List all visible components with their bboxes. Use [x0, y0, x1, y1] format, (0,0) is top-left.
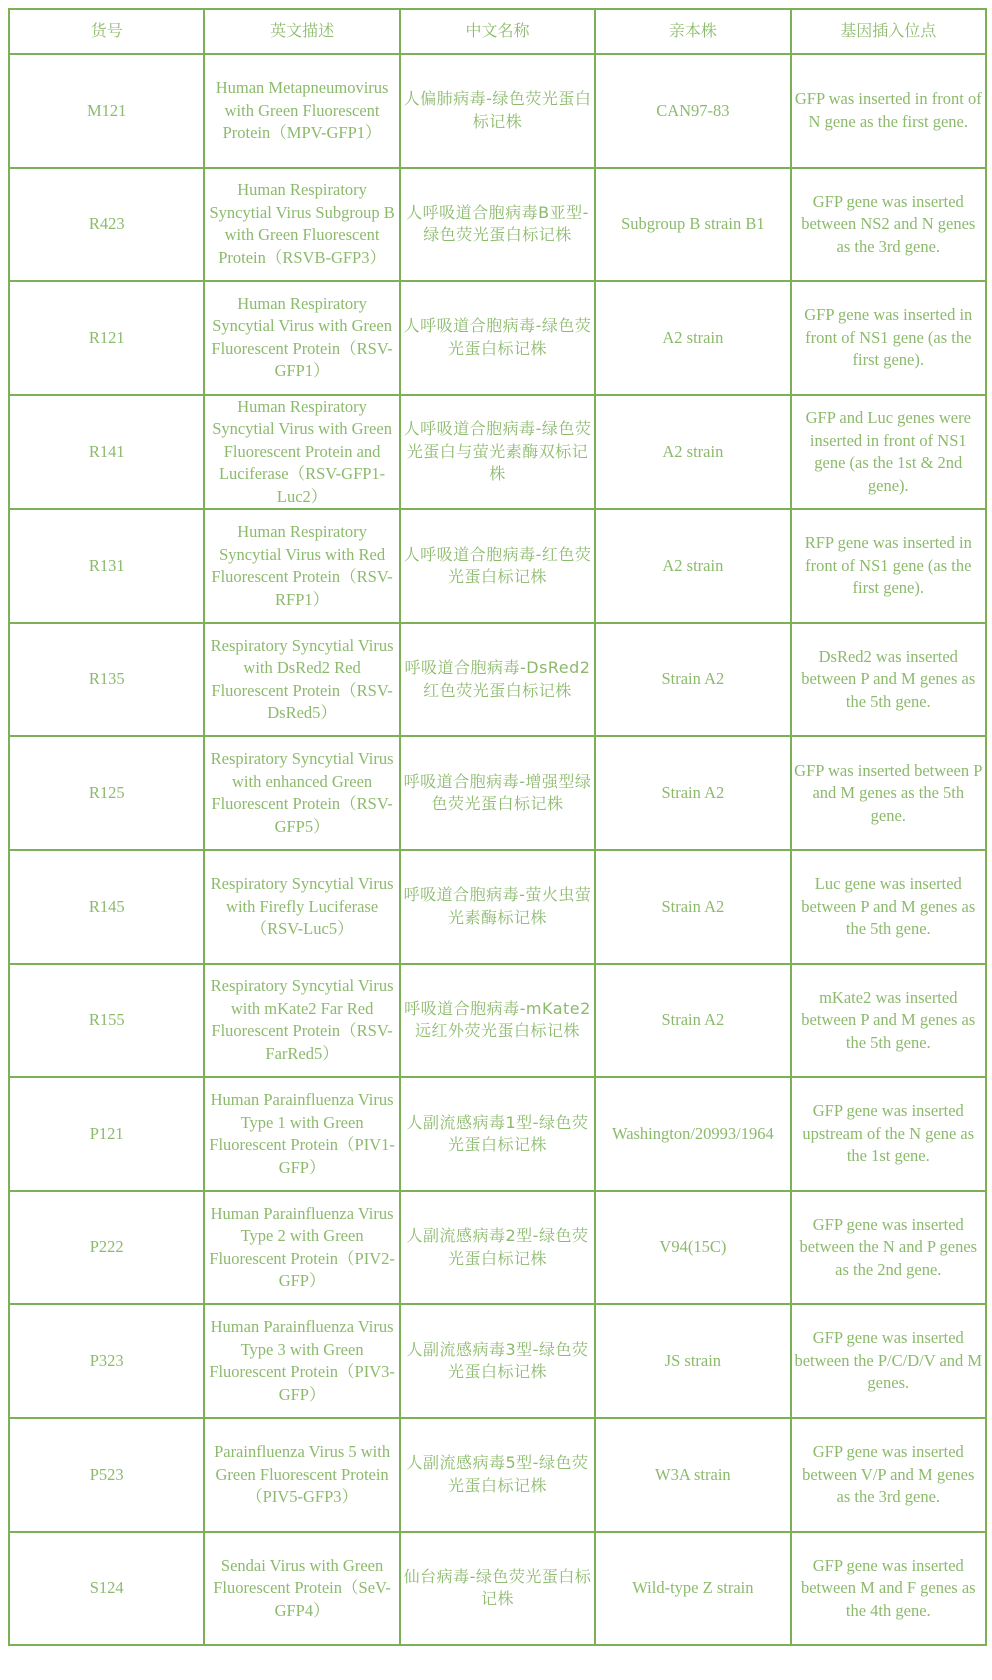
cell-insertion-site: GFP and Luc genes were inserted in front of NS1 gene (as the 1st & 2nd gene). — [791, 395, 986, 510]
header-parent-strain: 亲本株 — [595, 9, 790, 54]
cell-insertion-site: GFP gene was inserted between the N and P genes as the 2nd gene. — [791, 1191, 986, 1305]
cell-parent-strain: Strain A2 — [595, 964, 790, 1078]
cell-catalog-no: R141 — [9, 395, 204, 510]
cell-chinese-name: 人副流感病毒2型-绿色荧光蛋白标记株 — [400, 1191, 595, 1305]
header-catalog-no: 货号 — [9, 9, 204, 54]
cell-insertion-site: GFP gene was inserted upstream of the N gene as the 1st gene. — [791, 1077, 986, 1191]
table-row — [9, 168, 986, 282]
cell-insertion-site: GFP was inserted in front of N gene as the first gene. — [791, 54, 986, 168]
header-chinese-name: 中文名称 — [400, 9, 595, 54]
cell-catalog-no: R423 — [9, 168, 204, 282]
cell-parent-strain: A2 strain — [595, 281, 790, 395]
cell-catalog-no: P323 — [9, 1304, 204, 1418]
cell-catalog-no: R131 — [9, 509, 204, 623]
cell-insertion-site: GFP gene was inserted between M and F genes as the 4th gene. — [791, 1532, 986, 1646]
table-row — [9, 395, 986, 510]
cell-english-description: Respiratory Syncytial Virus with Firefly Luciferase（RSV-Luc5） — [204, 850, 399, 964]
table-row — [9, 850, 986, 964]
cell-english-description: Human Respiratory Syncytial Virus Subgroup B with Green Fluorescent Protein（RSVB-GFP3） — [204, 168, 399, 282]
cell-chinese-name: 人呼吸道合胞病毒-绿色荧光蛋白与萤光素酶双标记株 — [400, 395, 595, 510]
cell-insertion-site: GFP gene was inserted between NS2 and N genes as the 3rd gene. — [791, 168, 986, 282]
cell-parent-strain: V94(15C) — [595, 1191, 790, 1305]
header-english-description: 英文描述 — [204, 9, 399, 54]
cell-english-description: Parainfluenza Virus 5 with Green Fluorescent Protein（PIV5-GFP3） — [204, 1418, 399, 1532]
cell-english-description: Human Metapneumovirus with Green Fluorescent Protein（MPV-GFP1） — [204, 54, 399, 168]
cell-parent-strain: Washington/20993/1964 — [595, 1077, 790, 1191]
cell-catalog-no: S124 — [9, 1532, 204, 1646]
table-row — [9, 54, 986, 168]
cell-parent-strain: A2 strain — [595, 395, 790, 510]
cell-chinese-name: 人副流感病毒5型-绿色荧光蛋白标记株 — [400, 1418, 595, 1532]
cell-english-description: Human Respiratory Syncytial Virus with Green Fluorescent Protein and Luciferase（RSV-GFP1-Luc2） — [204, 395, 399, 510]
cell-english-description: Human Parainfluenza Virus Type 3 with Green Fluorescent Protein（PIV3-GFP） — [204, 1304, 399, 1418]
table-row — [9, 623, 986, 737]
table-row — [9, 1418, 986, 1532]
table-row — [9, 281, 986, 395]
cell-catalog-no: R145 — [9, 850, 204, 964]
cell-chinese-name: 呼吸道合胞病毒-增强型绿色荧光蛋白标记株 — [400, 736, 595, 850]
cell-insertion-site: Luc gene was inserted between P and M genes as the 5th gene. — [791, 850, 986, 964]
cell-chinese-name: 人呼吸道合胞病毒-绿色荧光蛋白标记株 — [400, 281, 595, 395]
cell-chinese-name: 呼吸道合胞病毒-DsRed2红色荧光蛋白标记株 — [400, 623, 595, 737]
cell-english-description: Human Respiratory Syncytial Virus with Red Fluorescent Protein（RSV-RFP1） — [204, 509, 399, 623]
cell-parent-strain: A2 strain — [595, 509, 790, 623]
cell-catalog-no: P121 — [9, 1077, 204, 1191]
virus-strain-table — [8, 8, 987, 1646]
cell-english-description: Human Respiratory Syncytial Virus with Green Fluorescent Protein（RSV-GFP1） — [204, 281, 399, 395]
cell-catalog-no: M121 — [9, 54, 204, 168]
cell-parent-strain: W3A strain — [595, 1418, 790, 1532]
header-insertion-site: 基因插入位点 — [791, 9, 986, 54]
cell-insertion-site: GFP was inserted between P and M genes as the 5th gene. — [791, 736, 986, 850]
cell-parent-strain: CAN97-83 — [595, 54, 790, 168]
cell-chinese-name: 呼吸道合胞病毒-萤火虫萤光素酶标记株 — [400, 850, 595, 964]
cell-catalog-no: R135 — [9, 623, 204, 737]
cell-chinese-name: 人偏肺病毒-绿色荧光蛋白标记株 — [400, 54, 595, 168]
cell-chinese-name: 人副流感病毒3型-绿色荧光蛋白标记株 — [400, 1304, 595, 1418]
cell-chinese-name: 人呼吸道合胞病毒-红色荧光蛋白标记株 — [400, 509, 595, 623]
table-header-row — [9, 9, 986, 54]
table-row — [9, 1077, 986, 1191]
cell-catalog-no: R121 — [9, 281, 204, 395]
cell-insertion-site: GFP gene was inserted between V/P and M genes as the 3rd gene. — [791, 1418, 986, 1532]
cell-english-description: Respiratory Syncytial Virus with enhanced Green Fluorescent Protein（RSV-GFP5） — [204, 736, 399, 850]
cell-parent-strain: Strain A2 — [595, 623, 790, 737]
cell-english-description: Respiratory Syncytial Virus with mKate2 Far Red Fluorescent Protein（RSV-FarRed5） — [204, 964, 399, 1078]
cell-insertion-site: GFP gene was inserted between the P/C/D/V and M genes. — [791, 1304, 986, 1418]
cell-english-description: Sendai Virus with Green Fluorescent Protein（SeV-GFP4） — [204, 1532, 399, 1646]
cell-parent-strain: Wild-type Z strain — [595, 1532, 790, 1646]
table-row — [9, 1191, 986, 1305]
cell-parent-strain: JS strain — [595, 1304, 790, 1418]
cell-catalog-no: P523 — [9, 1418, 204, 1532]
cell-english-description: Human Parainfluenza Virus Type 1 with Green Fluorescent Protein（PIV1-GFP） — [204, 1077, 399, 1191]
cell-catalog-no: R125 — [9, 736, 204, 850]
table-row — [9, 1532, 986, 1646]
cell-catalog-no: R155 — [9, 964, 204, 1078]
cell-insertion-site: RFP gene was inserted in front of NS1 gene (as the first gene). — [791, 509, 986, 623]
cell-parent-strain: Subgroup B strain B1 — [595, 168, 790, 282]
table-row — [9, 964, 986, 1078]
cell-chinese-name: 人呼吸道合胞病毒B亚型-绿色荧光蛋白标记株 — [400, 168, 595, 282]
cell-insertion-site: mKate2 was inserted between P and M genes as the 5th gene. — [791, 964, 986, 1078]
cell-parent-strain: Strain A2 — [595, 736, 790, 850]
table-row — [9, 509, 986, 623]
cell-chinese-name: 仙台病毒-绿色荧光蛋白标记株 — [400, 1532, 595, 1646]
cell-parent-strain: Strain A2 — [595, 850, 790, 964]
cell-chinese-name: 呼吸道合胞病毒-mKate2远红外荧光蛋白标记株 — [400, 964, 595, 1078]
cell-english-description: Respiratory Syncytial Virus with DsRed2 Red Fluorescent Protein（RSV-DsRed5） — [204, 623, 399, 737]
cell-english-description: Human Parainfluenza Virus Type 2 with Green Fluorescent Protein（PIV2-GFP） — [204, 1191, 399, 1305]
cell-insertion-site: DsRed2 was inserted between P and M genes as the 5th gene. — [791, 623, 986, 737]
table-row — [9, 1304, 986, 1418]
cell-chinese-name: 人副流感病毒1型-绿色荧光蛋白标记株 — [400, 1077, 595, 1191]
table-row — [9, 736, 986, 850]
cell-catalog-no: P222 — [9, 1191, 204, 1305]
cell-insertion-site: GFP gene was inserted in front of NS1 gene (as the first gene). — [791, 281, 986, 395]
